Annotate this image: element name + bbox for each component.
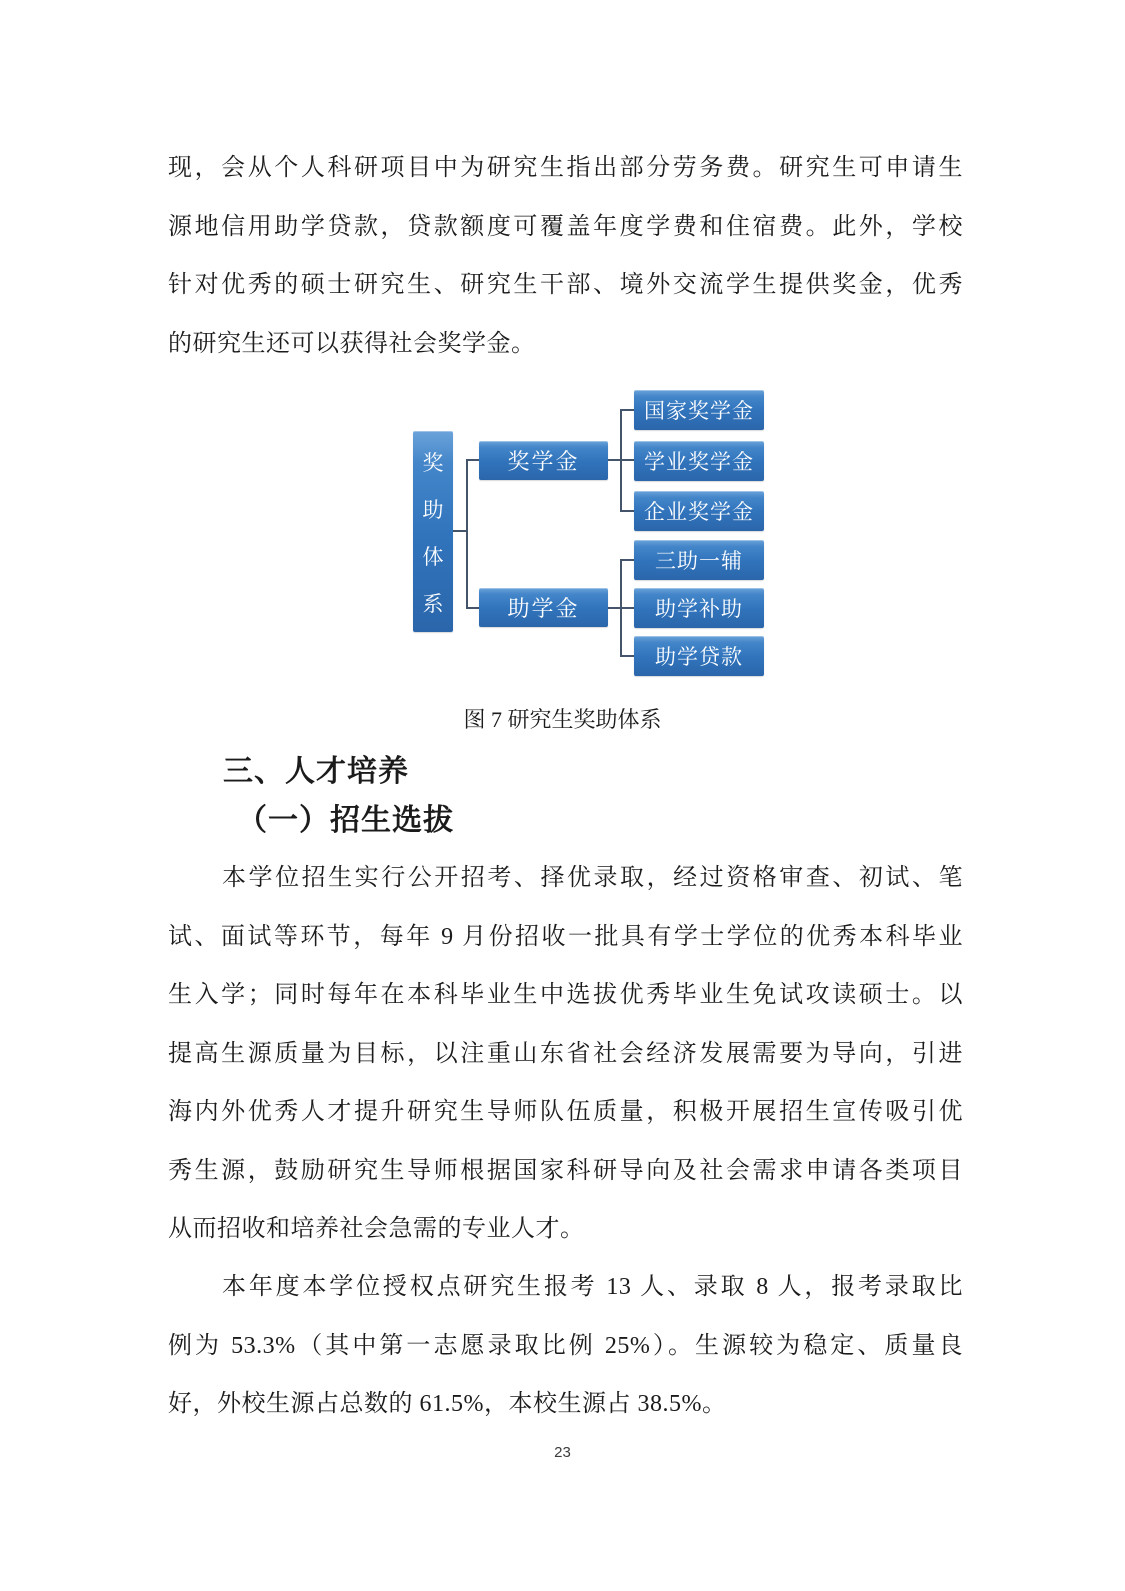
leaf-node-three-aids: 三助一辅: [634, 540, 764, 580]
connector-line: [620, 409, 622, 512]
text-line: 本学位招生实行公开招考、择优录取，经过资格审查、初试、笔: [222, 865, 963, 891]
text-line: 本年度本学位授权点研究生报考 13 人、录取 8 人，报考录取比: [222, 1274, 963, 1300]
text-line: 的研究生还可以获得社会奖学金。: [168, 330, 536, 357]
text-line: 源地信用助学贷款，贷款额度可覆盖年度学费和住宿费。此外，学校: [168, 213, 963, 240]
page-number: 23: [554, 1444, 571, 1461]
text-line: 生入学；同时每年在本科毕业生中选拔优秀毕业生免试攻读硕士。以: [168, 982, 963, 1008]
connector-line: [453, 530, 467, 532]
branch-node-scholarship: 奖学金: [479, 441, 608, 480]
text-line: 针对优秀的硕士研究生、研究生干部、境外交流学生提供奖金，优秀: [168, 272, 963, 298]
text-line: 秀生源，鼓励研究生导师根据国家科研导向及社会需求申请各类项目: [168, 1157, 963, 1184]
text-line: 从而招收和培养社会急需的专业人才。: [168, 1216, 585, 1242]
figure-diagram: [0, 385, 1125, 685]
leaf-node-academic-scholarship: 学业奖学金: [634, 441, 764, 481]
paragraph-admissions: [168, 849, 963, 1259]
branch-node-stipend: 助学金: [479, 588, 608, 627]
leaf-node-student-loan: 助学贷款: [634, 636, 764, 676]
connector-line: [620, 409, 634, 411]
connector-line: [466, 459, 479, 461]
text-line: 试、面试等环节，每年 9 月份招收一批具有学士学位的优秀本科毕业: [168, 923, 963, 950]
root-node-funding-system: 奖助体系: [413, 431, 453, 632]
subsection-heading: （一）招生选拔: [237, 804, 454, 837]
paragraph-funding: [168, 139, 963, 373]
text-line: 提高生源质量为目标，以注重山东省社会经济发展需要为导向，引进: [168, 1040, 963, 1067]
connector-line: [620, 559, 634, 561]
section-heading: 三、人才培养: [223, 755, 409, 788]
text-line: 好，外校生源占总数的 61.5%，本校生源占 38.5%。: [168, 1391, 727, 1417]
connector-line: [620, 559, 622, 657]
paragraph-stats: [168, 1258, 963, 1434]
connector-line: [466, 459, 468, 609]
text-line: 海内外优秀人才提升研究生导师队伍质量，积极开展招生宣传吸引优: [168, 1099, 963, 1125]
text-line: 例为 53.3%（其中第一志愿录取比例 25%）。生源较为稳定、质量良: [168, 1332, 963, 1359]
leaf-node-aid-subsidy: 助学补助: [634, 588, 764, 628]
text-line: 现，会从个人科研项目中为研究生指出部分劳务费。研究生可申请生: [168, 155, 963, 181]
leaf-node-enterprise-scholarship: 企业奖学金: [634, 491, 764, 531]
connector-line: [620, 510, 634, 512]
leaf-node-national-scholarship: 国家奖学金: [634, 390, 764, 430]
figure-caption: 图 7 研究生奖助体系: [463, 707, 662, 732]
connector-line: [620, 655, 634, 657]
connector-line: [466, 607, 479, 609]
